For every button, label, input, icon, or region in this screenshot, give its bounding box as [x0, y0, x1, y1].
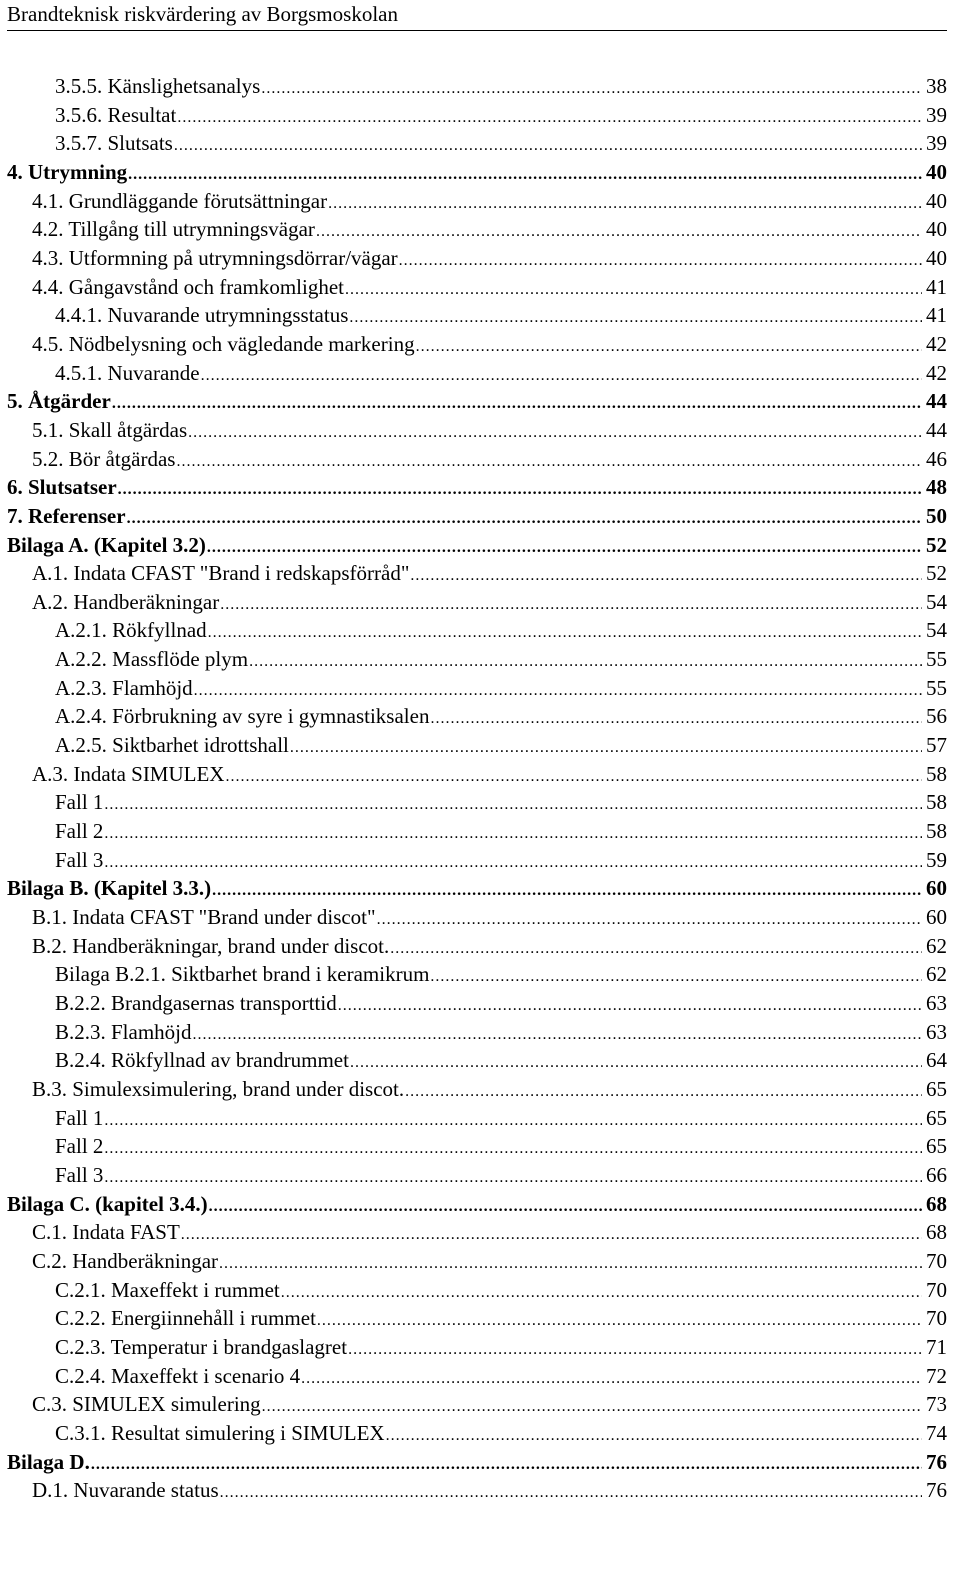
toc-leader-dots	[209, 1193, 922, 1222]
toc-entry-page: 59	[926, 847, 947, 872]
toc-entry-title: Fall 3	[55, 1162, 104, 1187]
toc-entry-page: 52	[926, 561, 947, 586]
toc-entry-page: 40	[926, 188, 947, 213]
toc-entry[interactable]	[0, 1333, 947, 1362]
toc-entry[interactable]	[0, 702, 947, 731]
toc-entry-page: 41	[926, 274, 947, 299]
toc-entry[interactable]	[0, 215, 947, 244]
toc-entry-page: 41	[926, 303, 947, 328]
toc-leader-dots	[350, 1049, 922, 1078]
toc-entry-title: C.2.1. Maxeffekt i rummet	[55, 1277, 280, 1302]
toc-entry-page: 44	[926, 417, 947, 442]
toc-entry-title: 4.4.1. Nuvarande utrymningsstatus	[55, 303, 349, 328]
toc-entry[interactable]	[0, 330, 947, 359]
toc-entry[interactable]	[0, 1247, 947, 1276]
toc-leader-dots	[174, 132, 922, 161]
toc-entry[interactable]	[0, 387, 947, 416]
toc-leader-dots	[225, 763, 922, 792]
toc-entry[interactable]	[0, 960, 947, 989]
toc-entry-page: 63	[926, 1019, 947, 1044]
toc-entry-title: 4.2. Tillgång till utrymningsvägar	[32, 217, 315, 242]
toc-entry-page: 56	[926, 704, 947, 729]
toc-entry-page: 65	[926, 1105, 947, 1130]
toc-entry[interactable]	[0, 674, 947, 703]
toc-entry-title: 5. Åtgärder	[7, 389, 111, 414]
toc-entry[interactable]	[0, 129, 947, 158]
toc-entry-title: 4.5. Nödbelysning och vägledande markering	[32, 331, 415, 356]
toc-entry[interactable]	[0, 760, 947, 789]
toc-entry-page: 70	[926, 1277, 947, 1302]
toc-entry[interactable]	[0, 1276, 947, 1305]
toc-entry-title: C.2.4. Maxeffekt i scenario 4	[55, 1363, 301, 1388]
toc-entry-title: 3.5.5. Känslighetsanalys	[55, 74, 261, 98]
toc-entry[interactable]	[0, 874, 947, 903]
toc-entry-title: B.2.4. Rökfyllnad av brandrummet	[55, 1048, 349, 1073]
toc-entry-page: 68	[926, 1220, 947, 1245]
toc-entry-title: 3.5.6. Resultat	[55, 102, 177, 127]
toc-entry-page: 54	[926, 589, 947, 614]
toc-leader-dots	[410, 562, 922, 591]
toc-entry-page: 38	[926, 74, 947, 98]
toc-entry-title: 5.2. Bör åtgärdas	[32, 446, 176, 471]
toc-leader-dots	[201, 362, 922, 391]
toc-entry-title: B.2.3. Flamhöjd	[55, 1019, 192, 1044]
toc-entry-page: 40	[926, 217, 947, 242]
toc-entry-title: Bilaga B.2.1. Siktbarhet brand i keramikrum	[55, 962, 430, 987]
toc-entry-title: A.2.2. Massflöde plym	[55, 647, 249, 672]
toc-leader-dots	[220, 1479, 922, 1508]
toc-leader-dots	[281, 1279, 922, 1308]
toc-entry[interactable]	[0, 502, 947, 531]
toc-entry[interactable]	[0, 846, 947, 875]
toc-entry[interactable]	[0, 72, 947, 101]
toc-leader-dots	[430, 963, 922, 992]
toc-entry[interactable]	[0, 1476, 947, 1505]
toc-leader-dots	[249, 648, 922, 677]
toc-leader-dots	[112, 390, 922, 419]
toc-entry[interactable]	[0, 559, 947, 588]
toc-entry-title: 4. Utrymning	[7, 159, 128, 184]
toc-entry-page: 55	[926, 647, 947, 672]
toc-entry-page: 42	[926, 331, 947, 356]
toc-entry[interactable]	[0, 731, 947, 760]
toc-leader-dots	[301, 1365, 922, 1394]
toc-entry-page: 39	[926, 102, 947, 127]
toc-entry-page: 50	[926, 503, 947, 528]
page-header	[7, 0, 947, 31]
toc-entry-page: 62	[926, 933, 947, 958]
toc-leader-dots	[118, 476, 922, 505]
toc-entry[interactable]	[0, 1419, 947, 1448]
toc-entry-title: 4.3. Utformning på utrymningsdörrar/vägar	[32, 245, 398, 270]
toc-leader-dots	[317, 1307, 922, 1336]
toc-leader-dots	[193, 1021, 922, 1050]
toc-entry[interactable]	[0, 101, 947, 130]
toc-entry-page: 62	[926, 962, 947, 987]
toc-leader-dots	[390, 935, 922, 964]
toc-leader-dots	[416, 333, 922, 362]
toc-leader-dots	[220, 591, 922, 620]
toc-leader-dots	[104, 1164, 922, 1193]
toc-entry-page: 54	[926, 618, 947, 643]
toc-leader-dots	[212, 877, 922, 906]
toc-entry[interactable]	[0, 1304, 947, 1333]
toc-entry-title: C.2. Handberäkningar	[32, 1248, 219, 1273]
toc-entry-page: 76	[926, 1449, 947, 1474]
toc-leader-dots	[262, 1393, 922, 1422]
toc-entry-title: C.2.2. Energiinnehåll i rummet	[55, 1306, 316, 1331]
toc-leader-dots	[348, 1336, 922, 1365]
toc-entry-page: 46	[926, 446, 947, 471]
toc-entry-page: 74	[926, 1420, 947, 1445]
toc-leader-dots	[127, 505, 922, 534]
toc-entry-page: 60	[926, 905, 947, 930]
toc-entry[interactable]	[0, 1075, 947, 1104]
toc-entry-title: B.2. Handberäkningar, brand under discot.	[32, 933, 390, 958]
toc-entry-title: Bilaga B. (Kapitel 3.3.)	[7, 876, 212, 901]
toc-entry-page: 57	[926, 733, 947, 758]
toc-entry[interactable]	[0, 1190, 947, 1219]
toc-entry-title: A.3. Indata SIMULEX	[32, 761, 225, 786]
toc-entry-title: C.2.3. Temperatur i brandgaslagret	[55, 1334, 348, 1359]
toc-entry[interactable]	[0, 1018, 947, 1047]
toc-entry-page: 60	[926, 876, 947, 901]
toc-leader-dots	[176, 448, 922, 477]
toc-entry-title: B.3. Simulexsimulering, brand under discot.	[32, 1076, 405, 1101]
toc-entry-title: 4.1. Grundläggande förutsättningar	[32, 188, 328, 213]
toc-entry-title: Bilaga C. (kapitel 3.4.)	[7, 1191, 208, 1216]
toc-entry-page: 42	[926, 360, 947, 385]
toc-entry[interactable]	[0, 817, 947, 846]
toc-leader-dots	[219, 1250, 922, 1279]
toc-leader-dots	[377, 906, 922, 935]
toc-entry[interactable]	[0, 1390, 947, 1419]
toc-entry-title: Fall 2	[55, 1134, 104, 1159]
toc-entry[interactable]	[0, 1448, 947, 1477]
toc-entry[interactable]	[0, 1218, 947, 1247]
toc-leader-dots	[399, 247, 922, 276]
toc-entry-title: 7. Referenser	[7, 503, 126, 528]
toc-leader-dots	[316, 218, 922, 247]
toc-entry[interactable]	[0, 1104, 947, 1133]
toc-entry[interactable]	[0, 273, 947, 302]
toc-leader-dots	[188, 419, 922, 448]
toc-leader-dots	[128, 161, 922, 190]
toc-leader-dots	[104, 849, 922, 878]
toc-leader-dots	[91, 1451, 922, 1480]
toc-leader-dots	[338, 992, 922, 1021]
toc-entry-title: C.3.1. Resultat simulering i SIMULEX	[55, 1420, 385, 1445]
toc-leader-dots	[207, 534, 922, 563]
toc-entry-title: A.1. Indata CFAST "Brand i redskapsförråd"	[32, 561, 410, 586]
toc-entry[interactable]	[0, 903, 947, 932]
toc-entry-title: A.2.3. Flamhöjd	[55, 675, 193, 700]
toc-leader-dots	[181, 1221, 922, 1250]
toc-entry-title: B.2.2. Brandgasernas transporttid	[55, 991, 337, 1015]
toc-entry-title: D.1. Nuvarande status	[32, 1478, 219, 1503]
toc-entry[interactable]	[0, 1362, 947, 1391]
toc-leader-dots	[261, 75, 922, 104]
toc-entry-title: Bilaga D.	[7, 1449, 90, 1474]
toc-entry-title: 4.5.1. Nuvarande	[55, 360, 200, 385]
document-title: Brandteknisk riskvärdering av Borgsmoskolan	[7, 2, 398, 26]
toc-entry-page: 40	[926, 159, 947, 184]
toc-entry-title: Fall 3	[55, 847, 104, 872]
toc-entry-page: 65	[926, 1134, 947, 1159]
toc-leader-dots	[104, 1135, 922, 1164]
toc-entry-title: Fall 2	[55, 819, 104, 844]
toc-entry-title: A.2.4. Förbrukning av syre i gymnastiksalen	[55, 704, 430, 729]
toc-entry-page: 76	[926, 1478, 947, 1503]
toc-entry-page: 68	[926, 1191, 947, 1216]
toc-entry[interactable]	[0, 187, 947, 216]
toc-entry-page: 58	[926, 790, 947, 815]
toc-entry-page: 58	[926, 761, 947, 786]
toc-entry[interactable]	[0, 932, 947, 961]
toc-entry[interactable]	[0, 989, 947, 1018]
toc-entry-page: 70	[926, 1306, 947, 1331]
toc-entry[interactable]	[0, 788, 947, 817]
toc-entry-title: 3.5.7. Slutsats	[55, 131, 173, 156]
toc-entry-title: A.2.1. Rökfyllnad	[55, 618, 207, 643]
toc-entry-page: 64	[926, 1048, 947, 1073]
toc-leader-dots	[194, 677, 922, 706]
toc-entry[interactable]	[0, 1161, 947, 1190]
toc-entry-page: 44	[926, 389, 947, 414]
toc-entry[interactable]	[0, 588, 947, 617]
toc-entry-page: 40	[926, 245, 947, 270]
toc-entry-page: 55	[926, 675, 947, 700]
toc-entry-title: A.2.5. Siktbarhet idrottshall	[55, 733, 289, 758]
toc-leader-dots	[386, 1422, 922, 1451]
toc-entry[interactable]	[0, 359, 947, 388]
toc-entry[interactable]	[0, 531, 947, 560]
toc-entry[interactable]	[0, 1132, 947, 1161]
toc-entry[interactable]	[0, 445, 947, 474]
toc-entry-title: Bilaga A. (Kapitel 3.2)	[7, 532, 206, 557]
toc-leader-dots	[104, 1107, 922, 1136]
toc-leader-dots	[177, 104, 922, 133]
toc-entry-page: 52	[926, 532, 947, 557]
toc-entry-title: C.3. SIMULEX simulering	[32, 1392, 261, 1417]
toc-entry[interactable]	[0, 416, 947, 445]
toc-leader-dots	[290, 734, 922, 763]
toc-entry-title: 6. Slutsatser	[7, 475, 117, 500]
toc-entry-title: 4.4. Gångavstånd och framkomlighet	[32, 274, 345, 299]
toc-leader-dots	[345, 276, 922, 305]
toc-entry-title: C.1. Indata FAST	[32, 1220, 180, 1245]
toc-entry-title: A.2. Handberäkningar	[32, 589, 220, 614]
toc-entry-page: 63	[926, 991, 947, 1015]
toc-entry-page: 72	[926, 1363, 947, 1388]
toc-entry-title: Fall 1	[55, 790, 104, 815]
toc-entry-title: Fall 1	[55, 1105, 104, 1130]
table-of-contents	[0, 72, 947, 1505]
toc-entry-title: 5.1. Skall åtgärdas	[32, 417, 188, 442]
toc-entry-page: 48	[926, 475, 947, 500]
toc-entry[interactable]	[0, 645, 947, 674]
toc-entry-page: 70	[926, 1248, 947, 1273]
toc-entry-page: 66	[926, 1162, 947, 1187]
toc-entry[interactable]	[0, 158, 947, 187]
toc-entry-title: B.1. Indata CFAST "Brand under discot"	[32, 905, 376, 930]
toc-entry[interactable]	[0, 301, 947, 330]
toc-entry[interactable]	[0, 616, 947, 645]
toc-entry-page: 65	[926, 1076, 947, 1101]
toc-entry[interactable]	[0, 473, 947, 502]
toc-leader-dots	[405, 1078, 922, 1107]
toc-leader-dots	[104, 791, 922, 820]
toc-leader-dots	[328, 190, 922, 219]
toc-entry-page: 39	[926, 131, 947, 156]
toc-entry[interactable]	[0, 1046, 947, 1075]
toc-leader-dots	[430, 705, 922, 734]
toc-entry-page: 71	[926, 1334, 947, 1359]
toc-leader-dots	[208, 619, 922, 648]
toc-entry[interactable]	[0, 244, 947, 273]
toc-entry-page: 73	[926, 1392, 947, 1417]
toc-entry-page: 58	[926, 819, 947, 844]
toc-leader-dots	[104, 820, 922, 849]
toc-leader-dots	[349, 304, 922, 333]
